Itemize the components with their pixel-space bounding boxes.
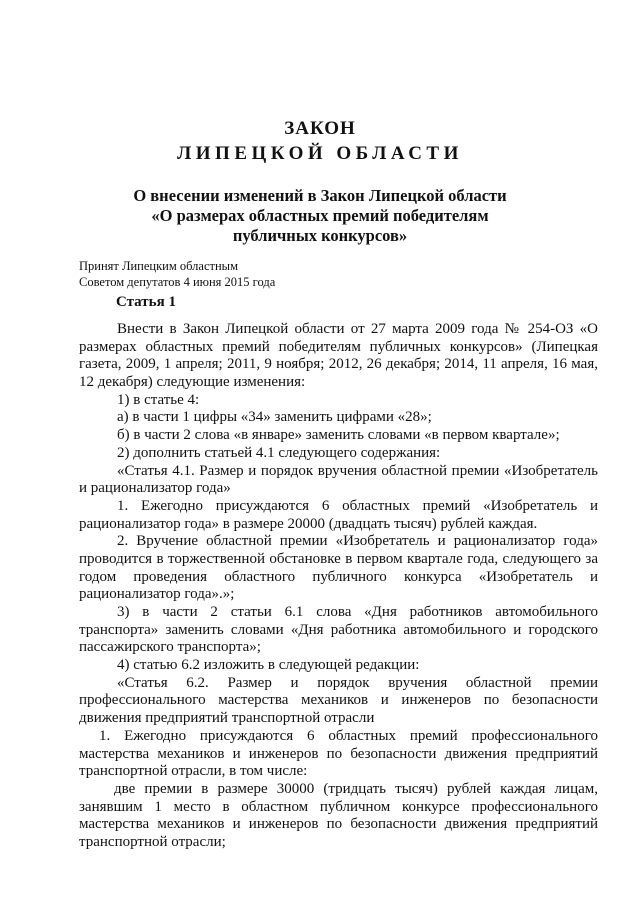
body-line: движения предприятий транспортной отрасли	[79, 710, 375, 727]
body-line: газета, 2009, 1 апреля; 2011, 9 ноября; 2012, 26 декабря; 2014, 11 апреля, 16 мая,	[79, 356, 598, 373]
body-line: 1. Ежегодно присуждаются 6 областных премий «Изобретатель и	[117, 497, 598, 514]
document-title-region: ЛИПЕЦКОЙ ОБЛАСТИ	[177, 143, 463, 164]
body-line: а) в части 1 цифры «34» заменить цифрами «28»;	[117, 409, 432, 426]
body-line: транспортной отрасли;	[79, 833, 226, 850]
document-subtitle	[0, 186, 640, 246]
body-line: транспортной отрасли, в том числе:	[79, 763, 308, 780]
body-line: рационализатор года» в размере 20000 (двадцать тысяч) рублей каждая.	[79, 515, 538, 532]
body-line: проводится в торжественной обстановке в первом квартале года, следующего за	[79, 550, 598, 567]
subtitle-line: О внесении изменений в Закон Липецкой области	[133, 186, 507, 205]
adoption-note	[79, 258, 275, 290]
body-line: 3) в части 2 статьи 6.1 слова «Дня работников автомобильного	[117, 604, 598, 620]
document-title-law: ЗАКОН	[284, 118, 356, 139]
body-line: 2. Вручение областной премии «Изобретатель и рационализатор года»	[117, 533, 598, 550]
body-line: 1) в статье 4:	[117, 391, 200, 408]
body-line: мастерства механиков и инженеров по безопасности движения предприятий	[79, 816, 598, 833]
body-line: размерах областных премий победителям публичных конкурсов» (Липецкая	[79, 338, 598, 355]
body-line: 12 декабря) следующие изменения:	[79, 374, 306, 391]
body-line: транспорта» заменить словами «Дня работника автомобильного и городского	[79, 621, 598, 638]
body-line: рационализатор года».»;	[79, 586, 235, 603]
body-line: профессионального мастерства механиков и инженеров по безопасности	[79, 692, 598, 709]
body-line: 2) дополнить статьей 4.1 следующего содержания:	[117, 444, 441, 461]
body-line: «Статья 4.1. Размер и порядок вручения областной премии «Изобретатель	[117, 462, 598, 479]
body-line: 1. Ежегодно присуждаются 6 областных премий профессионального	[99, 727, 598, 744]
subtitle-line: «О размерах областных премий победителям	[151, 206, 489, 225]
adoption-line: Советом депутатов 4 июня 2015 года	[79, 275, 276, 289]
body-line: две премии в размере 30000 (тридцать тысяч) рублей каждая лицам,	[114, 780, 598, 797]
body-line: б) в части 2 слова «в январе» заменить словами «в первом квартале»;	[117, 427, 560, 444]
adoption-line: Принят Липецким областным	[79, 259, 238, 273]
body-line: и рационализатор года»	[79, 480, 231, 497]
body-line: занявшим 1 место в областном публичном конкурсе профессионального	[79, 798, 598, 815]
body-line: пассажирского транспорта»;	[79, 639, 261, 656]
body-line: Внести в Закон Липецкой области от 27 марта 2009 года № 254-ОЗ «О	[117, 321, 598, 337]
article-heading: Статья 1	[116, 294, 176, 310]
body-line: 4) статью 6.2 изложить в следующей редакции:	[117, 657, 420, 674]
subtitle-line: публичных конкурсов»	[232, 226, 408, 245]
body-line: «Статья 6.2. Размер и порядок вручения областной премии	[117, 674, 598, 691]
body-line: мастерства механиков и инженеров по безопасности движения предприятий	[79, 745, 598, 762]
body-line: годом проведения областного публичного конкурса «Изобретатель и	[79, 568, 598, 585]
article-body	[79, 321, 598, 852]
